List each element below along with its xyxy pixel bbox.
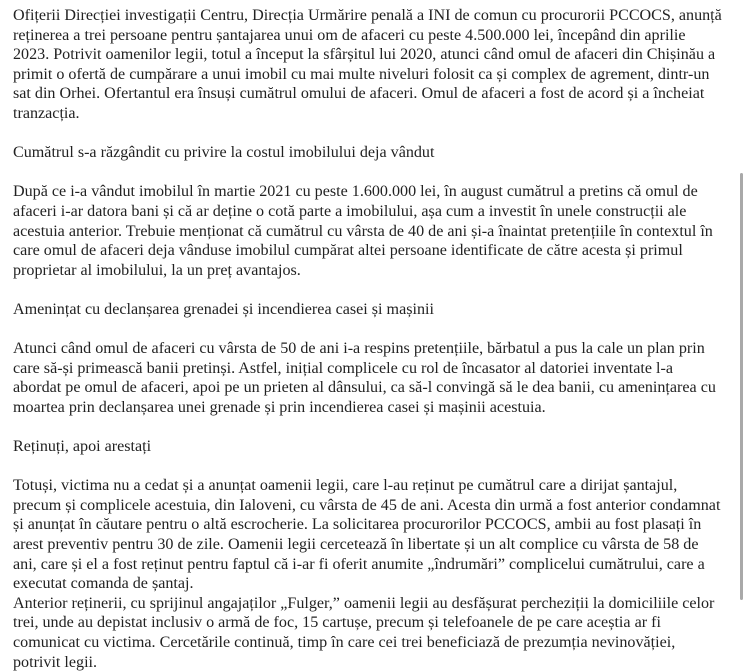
section-heading-threats: Amenințat cu declanșarea grenadei și incendierea casei și mașinii bbox=[13, 300, 434, 318]
scrollbar-thumb[interactable] bbox=[740, 173, 743, 600]
section-heading-arrests: Reținuți, apoi arestați bbox=[13, 438, 152, 456]
section-paragraph: Totuși, victima nu a cedat și a anunțat oamenii legii, care l-au reținut pe cumătrul care a dirijat șantajul, precum și complicele acestuia, din Ialoveni, cu vârsta de 45 de ani. Acesta din urmă a fost anterior condamnat și anunțat în căutare pentru o altă escrocherie. La solicitarea procurorilor PCCOCS, ambii au fost plasați în arest preventiv pentru 30 de zile. Oamenii legii cercetează în libertate și un alt complice cu vârsta de 58 de ani, care și el a fost reținut pentru faptul că i-ar fi oferit anumite „îndrumări” complicelui cumătrului, care a executat comanda de șantaj. bbox=[13, 477, 721, 593]
article-intro: Ofițerii Direcției investigații Centru, Direcția Urmărire penală a INI de comun cu procurorii PCCOCS, anunță reținerea a trei persoane pentru șantajarea unui om de afaceri cu peste 4.500.000 lei, începând din aprilie 2023. Potrivit oamenilor legii, totul a început la sfârșitul lui 2020, atunci când omul de afaceri din Chișinău a primit o ofertă de cumpărare a unui imobil cu mai multe niveluri folosit ca și complex de agrement, dintr-un sat din Orhei. Ofertantul era însuși cumătrul omului de afaceri. Omul de afaceri a fost de acord și a încheiat tranzacția. bbox=[13, 7, 722, 122]
section-paragraph: Anterior reținerii, cu sprijinul angajaților „Fulger,” oamenii legii au desfășurat percheziții la domiciliile celor trei, unde au depistat inclusiv o armă de foc, 15 cartușe, precum și telefoanele de pe care aceștia ar fi comunicat cu victima. Cercetările continuă, timp în care cei trei beneficiază de prezumția nevinovăției, potrivit legii. bbox=[13, 594, 715, 671]
vertical-scrollbar[interactable] bbox=[736, 0, 747, 600]
section-paragraph: După ce i-a vândut imobilul în martie 2021 cu peste 1.600.000 lei, în august cumătrul a pretins că omul de afaceri i-ar datora bani și că ar deține o cotă parte a imobilului, așa cum a investit în unele construcții ale acestuia anterior. Trebuie menționat că cumătrul cu vârsta de 40 de ani și-a înaintat pretențiile în contextul în care omul de afaceri deja vânduse imobilul cumpărat altei persoane identificate de către acesta și primul proprietar al imobilului, la un preț avantajos. bbox=[13, 183, 713, 279]
section-heading-rental-dispute: Cumătrul s-a răzgândit cu privire la costul imobilului deja vândut bbox=[13, 144, 435, 162]
section-paragraph: Atunci când omul de afaceri cu vârsta de 50 de ani i-a respins pretențiile, bărbatul a pus la cale un plan prin care să-și primească banii pretinși. Astfel, inițial complicele cu rol de încasator al datoriei inventate l-a abordat pe omul de afaceri, apoi pe un prieten al dânsului, ca să-l convingă să le dea banii, cu amenințarea cu moartea prin declanșarea unei grenade și prin incendierea casei și mașinii acestuia. bbox=[13, 340, 716, 416]
